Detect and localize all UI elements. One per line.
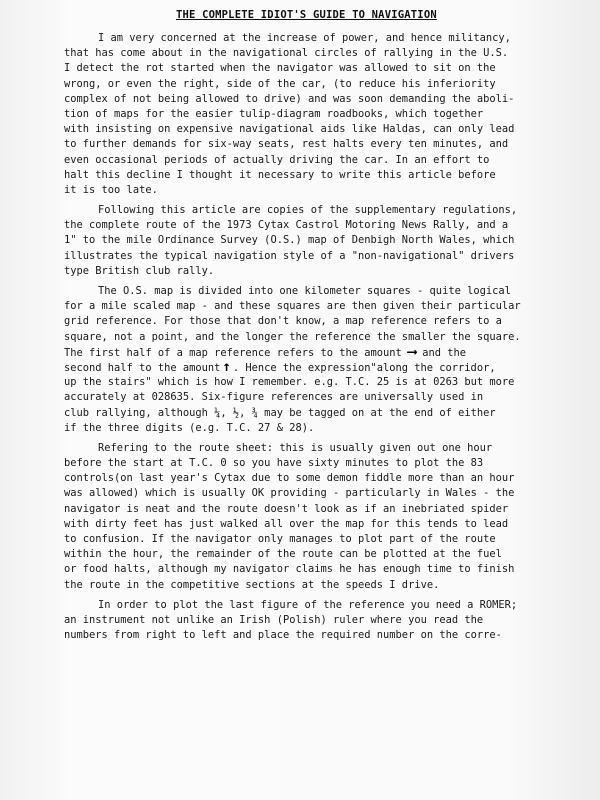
text-line: illustrates the typical navigation style of a "non-navigational" drivers — [64, 249, 515, 262]
text-line: I am very concerned at the increase of power, and hence militancy, — [98, 32, 511, 44]
text-line-with-arrow — [64, 360, 564, 375]
text-line: grid reference. For those that don't know, a map reference refers to a — [64, 315, 502, 328]
text-segment: and the — [422, 346, 467, 359]
text-line: navigator is neat and the route doesn't look as if an inebriated spider — [64, 502, 509, 515]
text-line: even occasional periods of actually driving the car. In an effort to — [64, 153, 490, 166]
text-line: club rallying, although ¼, ½, ¾ may be tagged on at the end of either — [64, 406, 496, 419]
paragraph-2 — [64, 203, 564, 279]
text-line: that has come about in the navigational circles of rallying in the U.S. — [64, 47, 509, 60]
text-line: In order to plot the last figure of the reference you need a ROMER; — [98, 598, 518, 611]
text-line: with insisting on expensive navigational aids like Haldas, can only lead — [64, 123, 515, 136]
text-line: type British club rally. — [64, 264, 215, 277]
text-line: Refering to the route sheet: this is usually given out one hour — [98, 441, 493, 454]
text-line-with-arrow — [64, 345, 564, 360]
document-title: THE COMPLETE IDIOT'S GUIDE TO NAVIGATION — [176, 9, 437, 21]
text-line: or food halts, although my navigator claims he has enough time to finish — [64, 563, 515, 576]
text-line: an instrument not unlike an Irish (Polish) ruler where you read the — [64, 613, 484, 626]
text-line: for a mile scaled map - and these squares are then given their particular — [64, 300, 521, 313]
text-line: halt this decline I thought it necessary to write this article before — [64, 168, 496, 181]
text-line: to further demands for six-way seats, rest halts every ten minutes, and — [64, 138, 509, 151]
paragraph-3 — [64, 284, 564, 436]
paragraph-4 — [64, 441, 564, 593]
text-segment: second half to the amount — [64, 361, 221, 374]
paragraph-5 — [64, 598, 564, 644]
text-line: it is too late. — [64, 183, 158, 196]
text-line: complex of not being allowed to drive) and was soon demanding the aboli- — [64, 92, 515, 105]
text-line: square, not a point, and the longer the reference the smaller the square. — [64, 330, 521, 343]
right-arrow-icon: ⟶ — [407, 343, 417, 360]
text-line: tion of maps for the easier tulip-diagram roadbooks, which together — [64, 107, 484, 120]
text-line: if the three digits (e.g. T.C. 27 & 28). — [64, 421, 315, 434]
paragraph-1 — [64, 31, 564, 198]
text-line: within the hour, the remainder of the route can be plotted at the fuel — [64, 548, 502, 561]
article-body — [64, 31, 564, 643]
text-line: Following this article are copies of the supplementary regulations, — [98, 204, 518, 217]
text-segment: . Hence the expression"along the corridor, — [232, 361, 496, 374]
text-line: with dirty feet has just walked all over the map for this tends to lead — [64, 517, 509, 530]
text-line: wrong, or even the right, side of the car, (to reduce his inferiority — [64, 77, 496, 90]
up-arrow-icon: ↑ — [222, 358, 231, 375]
text-line: 1" to the mile Ordinance Survey (O.S.) map of Denbigh North Wales, which — [64, 234, 515, 247]
text-line: the complete route of the 1973 Cytax Castrol Motoring News Rally, and a — [64, 219, 509, 232]
text-line: the route in the competitive sections at the speeds I drive. — [64, 578, 440, 591]
text-line: before the start at T.C. 0 so you have sixty minutes to plot the 83 — [64, 457, 484, 470]
text-line: The O.S. map is divided into one kilometer squares - quite logical — [98, 285, 511, 297]
text-segment: The first half of a map reference refers to the amount — [64, 346, 402, 359]
text-line: accurately at 028635. Six-figure references are universally used in — [64, 391, 484, 404]
text-line: up the stairs" which is how I remember. e.g. T.C. 25 is at 0263 but more — [64, 376, 515, 389]
text-line: controls(on last year's Cytax due to some demon fiddle more than an hour — [64, 472, 515, 485]
text-line: I detect the rot started when the navigator was allowed to sit on the — [64, 62, 496, 75]
text-line: was allowed) which is usually OK providing - particularly in Wales - the — [64, 487, 515, 500]
text-line: numbers from right to left and place the required number on the corre- — [64, 629, 502, 642]
text-line: to confusion. If the navigator only manages to plot part of the route — [64, 533, 496, 545]
